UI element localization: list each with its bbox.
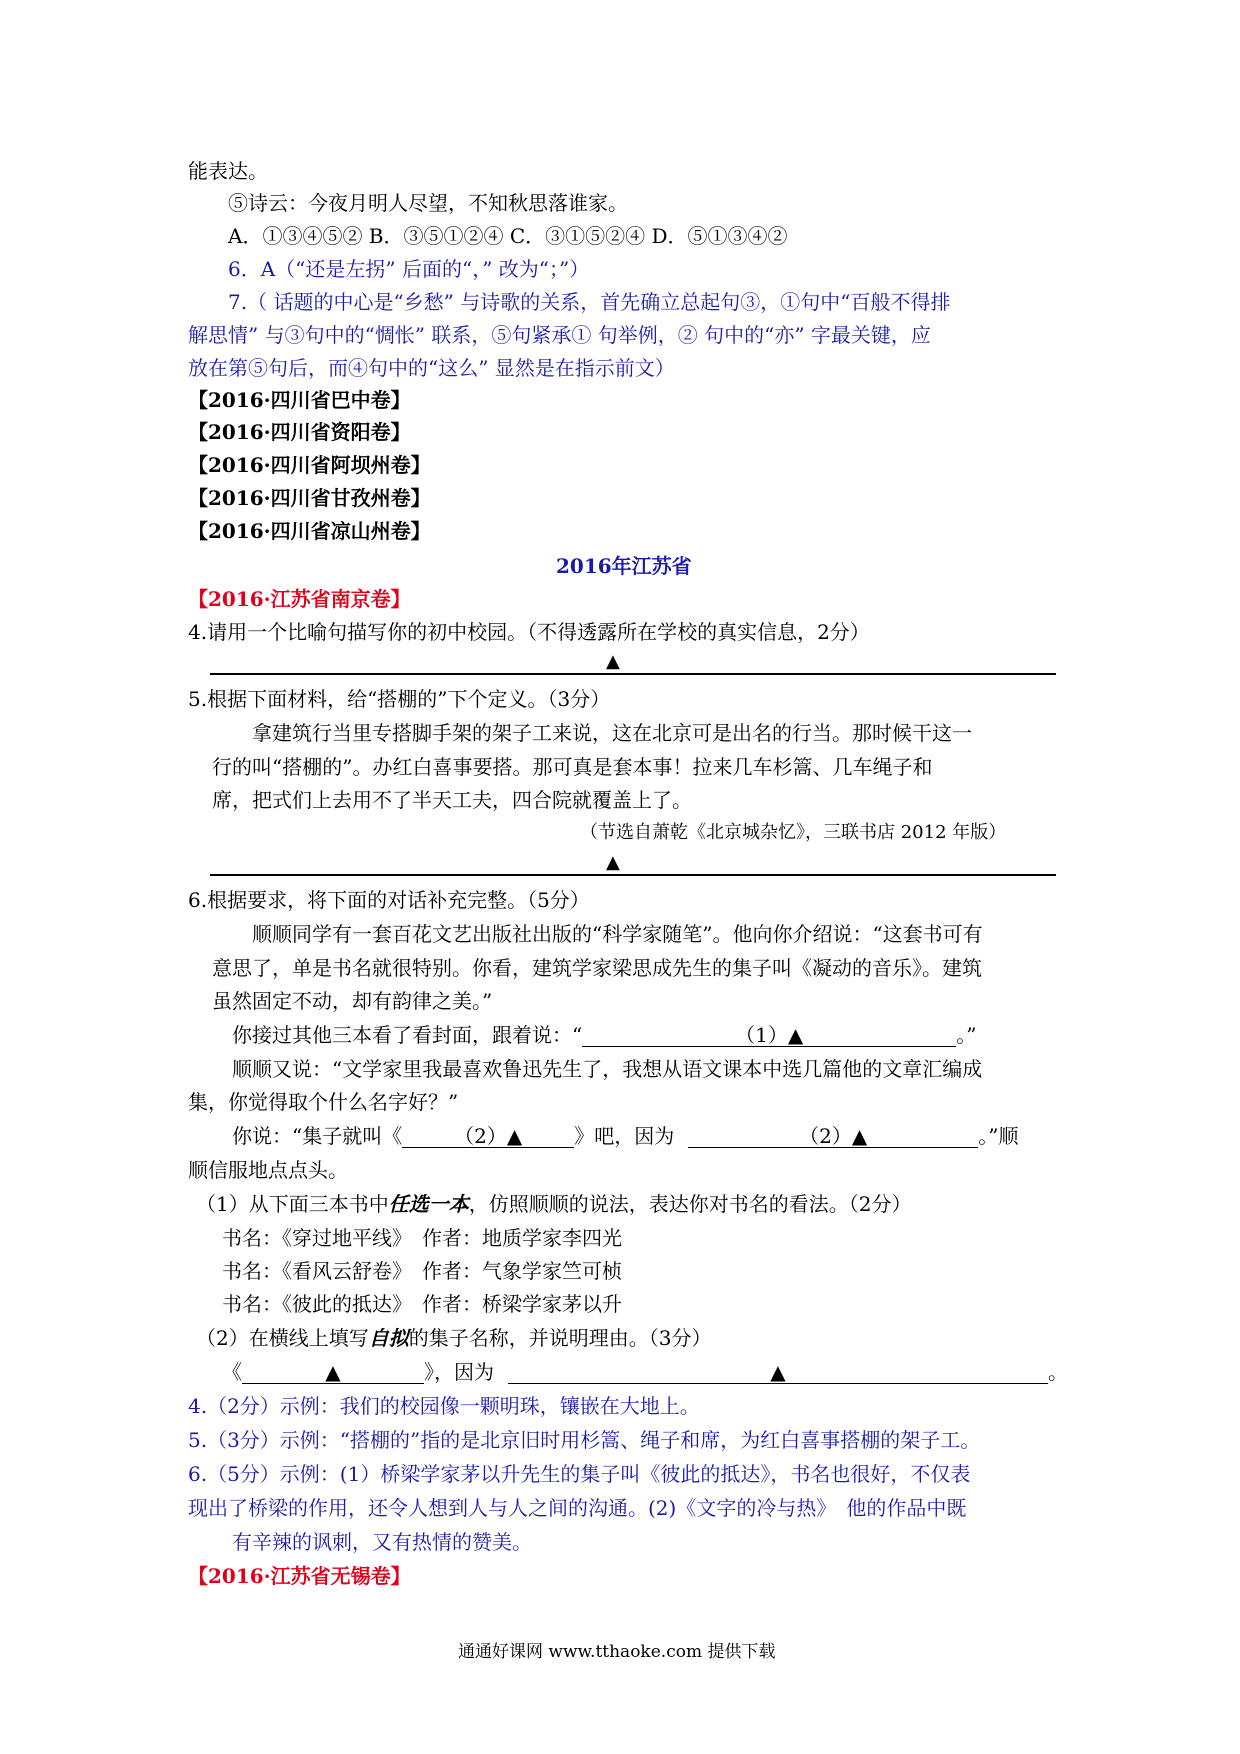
answer-line: 放在第⑤句后，而④句中的“这么” 显然是在指示前文） — [188, 356, 675, 380]
section-heading: 【2016·四川省甘孜州卷】 — [188, 486, 431, 510]
answer-line: 5.（3分）示例：“搭棚的”指的是北京旧时用杉篙、绳子和席，为红白喜事搭棚的架子工。 — [188, 1428, 981, 1452]
fill-blank-reason[interactable]: ▲ — [508, 1361, 1048, 1384]
text-line: ⑤诗云：今夜月明人尽望，不知秋思落谁家。 — [228, 191, 628, 215]
answer-line: 有辛辣的讽刺，又有热情的赞美。 — [232, 1530, 532, 1554]
province-title: 2016年江苏省 — [556, 554, 692, 578]
answer-line-rule — [210, 874, 1056, 876]
dialogue-text: 你说：“集子就叫《 — [232, 1124, 403, 1148]
emphasis-text: 自拟 — [368, 1326, 409, 1350]
section-heading: 【2016·四川省阿坝州卷】 — [188, 453, 431, 477]
fill-blank-2-title[interactable]: （2）▲ — [402, 1125, 574, 1148]
emphasis-text: 任选一本 — [388, 1192, 469, 1216]
answer-marker: ▲ — [606, 852, 620, 873]
passage-source: （节选自萧乾《北京城杂忆》，三联书店 2012 年版） — [580, 822, 1007, 843]
fill-blank-title[interactable]: ▲ — [242, 1361, 424, 1384]
answer-line: 解思情” 与③句中的“惆怅” 联系，⑤句紧承① 句举例，② 句中的“亦” 字最关键，应 — [188, 323, 931, 347]
passage-line: 席，把式们上去用不了半天工夫，四合院就覆盖上了。 — [212, 788, 692, 812]
page-footer: 通通好课网 www.tthaoke.com 提供下载 — [458, 1642, 776, 1662]
question-6: 6.根据要求，将下面的对话补充完整。（5分） — [188, 888, 590, 912]
section-heading: 【2016·四川省凉山州卷】 — [188, 519, 431, 543]
text-line: A．①③④⑤② B．③⑤①②④ C．③①⑤②④ D．⑤①③④② — [228, 224, 788, 248]
text-line: 能表达。 — [188, 159, 268, 183]
answer-marker: ▲ — [606, 651, 620, 672]
passage-line: 顺顺同学有一套百花文艺出版社出版的“科学家随笔”。他向你介绍说：“这套书可有 — [252, 922, 983, 946]
section-heading-red: 【2016·江苏省无锡卷】 — [188, 1564, 411, 1588]
dialogue-line: 集，你觉得取个什么名字好？” — [188, 1090, 459, 1114]
sub-question-text: ，仿照顺顺的说法，表达你对书名的看法。（2分） — [468, 1192, 912, 1216]
sub-question-text: （1）从下面三本书中 — [196, 1192, 389, 1216]
book-item: 书名：《穿过地平线》 作者：地质学家李四光 — [222, 1226, 622, 1250]
section-heading: 【2016·四川省巴中卷】 — [188, 388, 411, 412]
dialogue-line — [232, 1022, 976, 1048]
fill-text: 。 — [1048, 1360, 1068, 1384]
answer-line: 7.（ 话题的中心是“乡愁” 与诗歌的关系，首先确立总起句③，①句中“百般不得排 — [228, 290, 951, 314]
book-item: 书名：《看风云舒卷》 作者：气象学家竺可桢 — [222, 1259, 622, 1283]
dialogue-text: 。” — [956, 1023, 977, 1047]
fill-line — [222, 1359, 1068, 1385]
passage-line: 虽然固定不动，却有韵律之美。” — [212, 989, 493, 1013]
sub-question-text: 的集子名称，并说明理由。（3分） — [408, 1326, 712, 1350]
sub-question-text: （2）在横线上填写 — [196, 1326, 369, 1350]
answer-line-rule — [210, 673, 1056, 675]
dialogue-text: 你接过其他三本看了看封面，跟着说：“ — [232, 1023, 583, 1047]
section-heading: 【2016·四川省资阳卷】 — [188, 420, 411, 444]
dialogue-text: 。”顺 — [978, 1124, 1019, 1148]
section-heading-red: 【2016·江苏省南京卷】 — [188, 587, 411, 611]
passage-line: 拿建筑行当里专搭脚手架的架子工来说，这在北京可是出名的行当。那时候干这一 — [252, 721, 972, 745]
question-5: 5.根据下面材料，给“搭棚的”下个定义。（3分） — [188, 687, 611, 711]
passage-line: 行的叫“搭棚的”。办红白喜事要搭。那可真是套本事！拉来几车杉篙、几车绳子和 — [212, 755, 933, 779]
sub-question-2 — [196, 1325, 711, 1351]
dialogue-line: 顺信服地点点头。 — [188, 1158, 348, 1182]
dialogue-line — [232, 1123, 1018, 1149]
passage-line: 意思了，单是书名就很特别。你看，建筑学家梁思成先生的集子叫《凝动的音乐》。建筑 — [212, 956, 982, 980]
dialogue-text: 》吧，因为 — [574, 1124, 675, 1148]
book-item: 书名：《彼此的抵达》 作者：桥梁学家茅以升 — [222, 1292, 622, 1316]
sub-question-1 — [196, 1191, 911, 1217]
answer-line: 6．A（“还是左拐” 后面的“，” 改为“；”） — [228, 257, 590, 281]
fill-text: 》，因为 — [424, 1360, 494, 1384]
question-4: 4.请用一个比喻句描写你的初中校园。（不得透露所在学校的真实信息，2分） — [188, 620, 870, 644]
answer-line: 6.（5分）示例：(1）桥梁学家茅以升先生的集子叫《彼此的抵达》，书名也很好，不仅表 — [188, 1462, 971, 1486]
dialogue-line: 顺顺又说：“文学家里我最喜欢鲁迅先生了，我想从语文课本中选几篇他的文章汇编成 — [232, 1057, 983, 1081]
answer-line: 4.（2分）示例：我们的校园像一颗明珠，镶嵌在大地上。 — [188, 1394, 700, 1418]
fill-blank-1[interactable]: （1）▲ — [582, 1024, 956, 1047]
answer-line: 现出了桥梁的作用，还令人想到人与人之间的沟通。(2)《文字的冷与热》 他的作品中既 — [188, 1496, 967, 1520]
fill-text: 《 — [222, 1360, 242, 1384]
fill-blank-2-reason[interactable]: （2）▲ — [688, 1125, 978, 1148]
